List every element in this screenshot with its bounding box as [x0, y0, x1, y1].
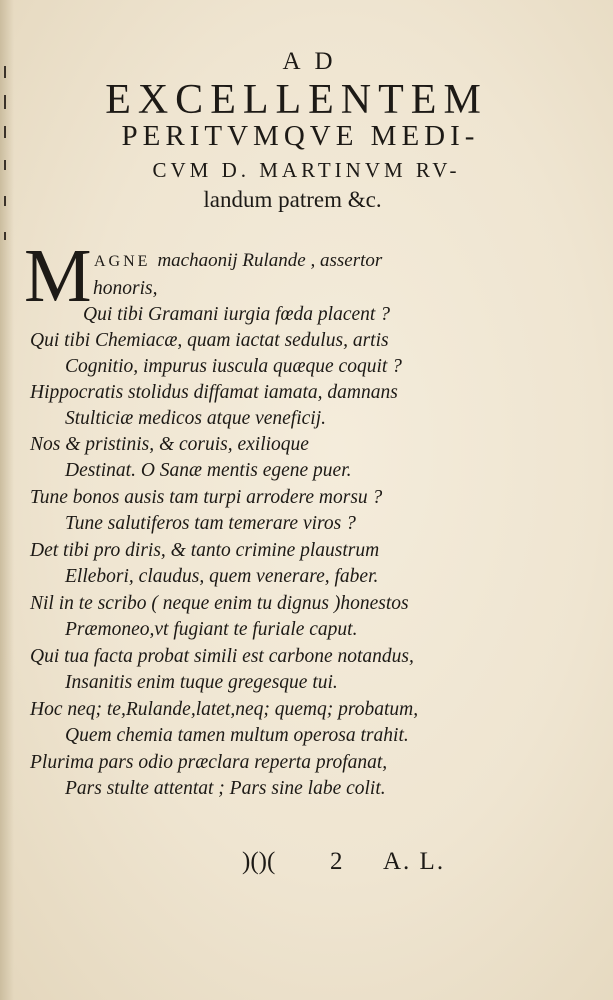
- first-line-caps: AGNE: [94, 253, 151, 270]
- gutter-mark: [4, 232, 6, 240]
- footer-ornament: )()(: [242, 848, 276, 875]
- poem-line: Ellebori, claudus, quem venerare, faber.: [65, 566, 379, 587]
- poem-line: honoris,: [93, 278, 158, 299]
- poem-line: Nos & pristinis, & coruis, exilioque: [30, 434, 309, 455]
- title-line-ad: AD: [282, 48, 347, 75]
- poem-first-line: [94, 250, 382, 272]
- poem-line: Stulticiæ medicos atque veneficij.: [65, 408, 327, 429]
- poem-line: Tune bonos ausis tam turpi arrodere morsu ?: [30, 487, 383, 508]
- title-line-peritumque: PERITVMQVE MEDI-: [121, 120, 480, 152]
- poem-line: Det tibi pro diris, & tanto crimine plaustrum: [30, 540, 380, 561]
- poem-line: Tune salutiferos tam temerare viros ?: [65, 513, 356, 534]
- poem-line: Hippocratis stolidus diffamat iamata, damnans: [30, 382, 398, 403]
- poem-line: Præmoneo,vt fugiant te furiale caput.: [65, 619, 358, 640]
- drop-cap: M: [24, 234, 92, 318]
- title-line-excellentem: EXCELLENTEM: [105, 77, 488, 123]
- title-line-landum: landum patrem &c.: [203, 187, 382, 212]
- poem-line: Destinat. O Sanæ mentis egene puer.: [65, 460, 352, 481]
- poem-line: Insanitis enim tuque gregesque tui.: [65, 672, 338, 693]
- title-line-martinum: CVM D. MARTINVM RV-: [152, 158, 461, 182]
- poem-line: Nil in te scribo ( neque enim tu dignus )honestos: [30, 593, 409, 614]
- poem-line: Qui tibi Chemiacæ, quam iactat sedulus, artis: [30, 330, 389, 351]
- poem-line: Qui tua facta probat simili est carbone notandus,: [30, 646, 414, 667]
- poem-line: Pars stulte attentat ; Pars sine labe colit.: [65, 778, 386, 799]
- signature-mark: 2: [330, 848, 343, 875]
- poem-line: Hoc neq; te,Rulande,latet,neq; quemq; probatum,: [30, 699, 419, 720]
- poem-line: Qui tibi Gramani iurgia fœda placent ?: [83, 304, 390, 325]
- poem-line: Plurima pars odio præclara reperta profanat,: [30, 752, 388, 773]
- catchword: A. L.: [383, 848, 446, 875]
- poem-line: Quem chemia tamen multum operosa trahit.: [65, 725, 409, 746]
- first-line-text: machaonij Rulande , assertor: [157, 250, 383, 271]
- poem-line: Cognitio, impurus iuscula quæque coquit ?: [65, 356, 402, 377]
